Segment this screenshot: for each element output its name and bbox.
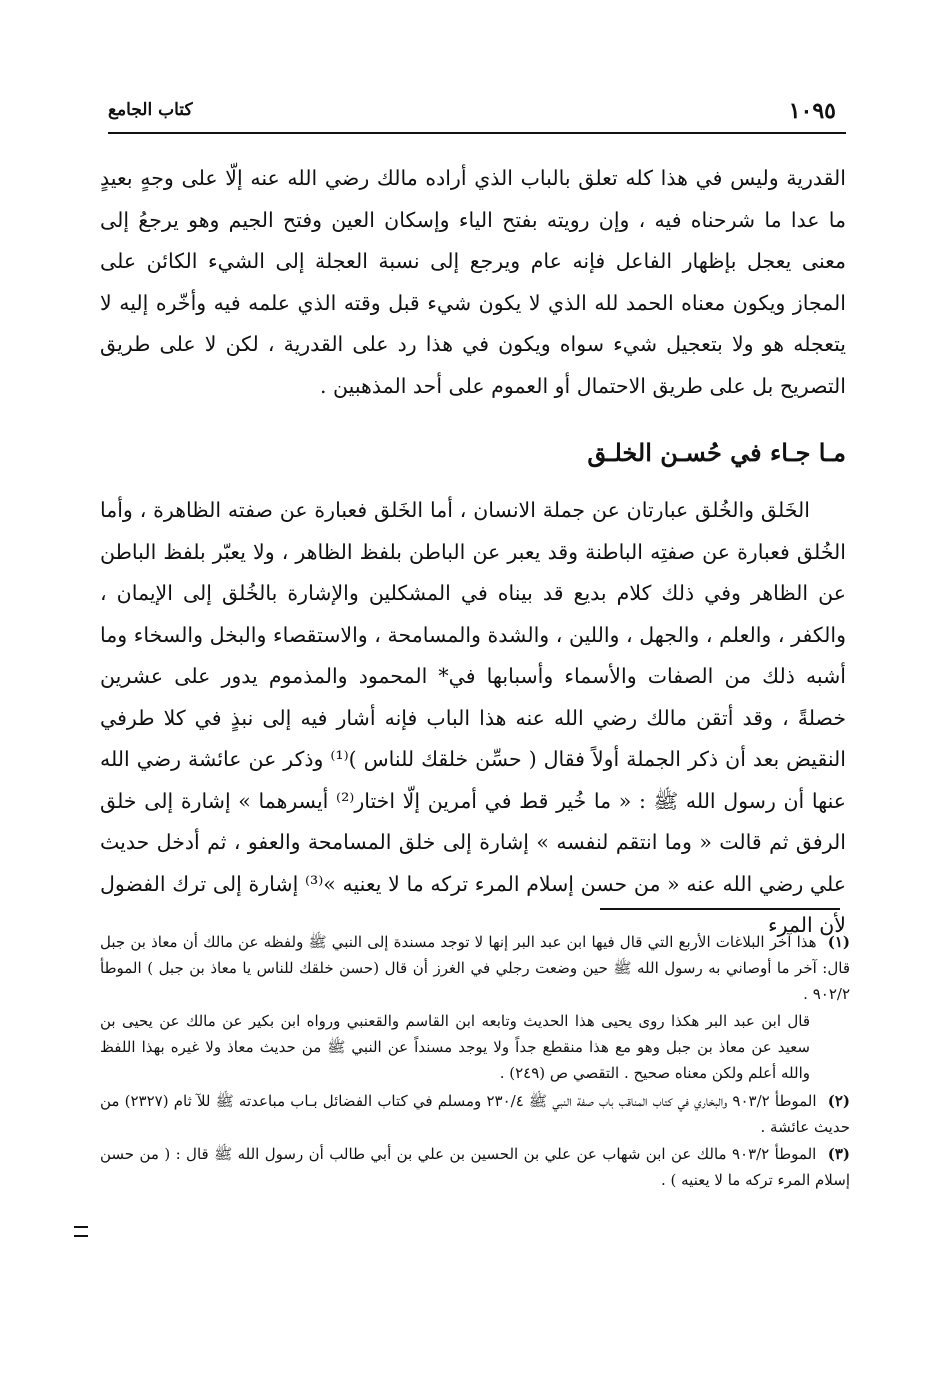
- footnote-1-continuation: قال ابن عبد البر هكذا روى يحيى هذا الحديث وتابعه ابن القاسم والقعنبي ورواه ابن بكير عن مالك عن يحيى بن سعيد عن معاذ بن جبل وهو مع هذا منقطع جداً ولا يوجد مسنداً عن النبي ﷺ من حديث معاذ ولا غيره بهذا اللفظ والله أعلم ولكن معناه صحيح . التقصي ص (٢٤٩) .: [100, 1012, 810, 1082]
- section-heading: مـا جـاء في حُسـن الخلـق: [587, 438, 846, 467]
- footnote-text: الموطأ ٩٠٣/٢ والبخاري في كتاب المناقب باب صفة النبي ﷺ ٢٣٠/٤ ومسلم في كتاب الفضائل بـاب مباعدته ﷺ للآ ثام (٢٣٢٧) من حديث عائشة .: [100, 1091, 850, 1136]
- header-rule: [108, 132, 846, 134]
- footnote-rule: [600, 908, 840, 910]
- footnote-number: (٢): [827, 1091, 850, 1110]
- footnote-text: هذا آخر البلاغات الأربع التي قال فيها ابن عبد البر إنها لا توجد مسندة إلى النبي ﷺ ولفظه عن مالك أن معاذ بن جبل قال: آخر ما أوصاني به رسول الله ﷺ حين وضعت رجلي في الغرز أن قال (حسن خلقك للناس يا معاذ بن جبل ) الموطأ ٩٠٢/٢ .: [100, 933, 850, 1003]
- page-number: ١٠٩٥: [788, 98, 836, 124]
- footnote-number: (٣): [827, 1145, 850, 1164]
- footnote-2: [100, 1089, 850, 1141]
- section-paragraph: الخَلق والخُلق عبارتان عن جملة الانسان ، أما الخَلق فعبارة عن صفته الظاهرة ، وأما الخُلق فعبارة عن صفتِه الباطنة وقد يعبر عن الباطن بلفظ الظاهر ، ولا يعبّر بلفظ الباطن عن الظاهر وفي ذلك كلام بديع قد بيناه في المشكلين والإشارة بالخُلق إلى الإيمان ، والكفر ، والعلم ، والجهل ، واللين ، والشدة والمسامحة ، والاستقصاء والبخل والسخاء وما أشبه ذلك من الصفات والأسماء وأسبابها في* المحمود والمذموم يدور على عشرين خصلةً ، وقد أتقن مالك رضي الله عنه هذا الباب فإنه أشار فيه إلى نبذٍ في كلا طرفي النقيض بعد أن ذكر الجملة أولاً فقال ( حسِّن خلقك للناس )⁽¹⁾ وذكر عن عائشة رضي الله عنها أن رسول الله ﷺ : « ما خُير قط في أمرين إلّا اختار⁽²⁾ أيسرهما » إشارة إلى خلق الرفق ثم قالت « وما انتقم لنفسه » إشارة إلى خلق المسامحة والعفو ، ثم أدخل حديث علي رضي الله عنه « من حسن إسلام المرء تركه ما لا يعنيه »⁽³⁾ إشارة إلى ترك الفضول لأن المرء: [100, 498, 847, 937]
- section-text: [100, 490, 846, 947]
- intro-text: [100, 158, 846, 407]
- margin-mark: [74, 1226, 88, 1237]
- book-title: كتاب الجامع: [108, 100, 193, 120]
- running-header: [108, 98, 836, 130]
- footnote-number: (١): [827, 933, 850, 951]
- footnote-text: الموطأ ٩٠٣/٢ مالك عن ابن شهاب عن علي بن الحسين بن علي بن أبي طالب أن رسول الله ﷺ قال : ( من حسن إسلام المرء تركه ما لا يعنيه ) .: [100, 1145, 850, 1190]
- footnote-3: [100, 1142, 850, 1194]
- footnotes: [100, 930, 850, 1196]
- footnote-1: [100, 930, 850, 1007]
- intro-paragraph: القدرية وليس في هذا كله تعلق بالباب الذي أراده مالك رضي الله عنه إلّا على وجهٍ بعيدٍ ما عدا ما شرحناه فيه ، وإن رويته بفتح الياء وإسكان العين وفتح الجيم وهو يرجعُ إلى معنى يعجل بإظهار الفاعل فإنه عام ويرجع إلى نسبة العجلة إلى الشيء الكائن على المجاز ويكون معناه الحمد لله الذي لا يكون شيء قبل وقته الذي علمه فيه وأخّره إليه لا يتعجله هو ولا بتعجيل شيء سواه ويكون في هذا رد على القدرية ، لكن لا على طريق التصريح بل على طريق الاحتمال أو العموم على أحد المذهبين .: [100, 166, 846, 398]
